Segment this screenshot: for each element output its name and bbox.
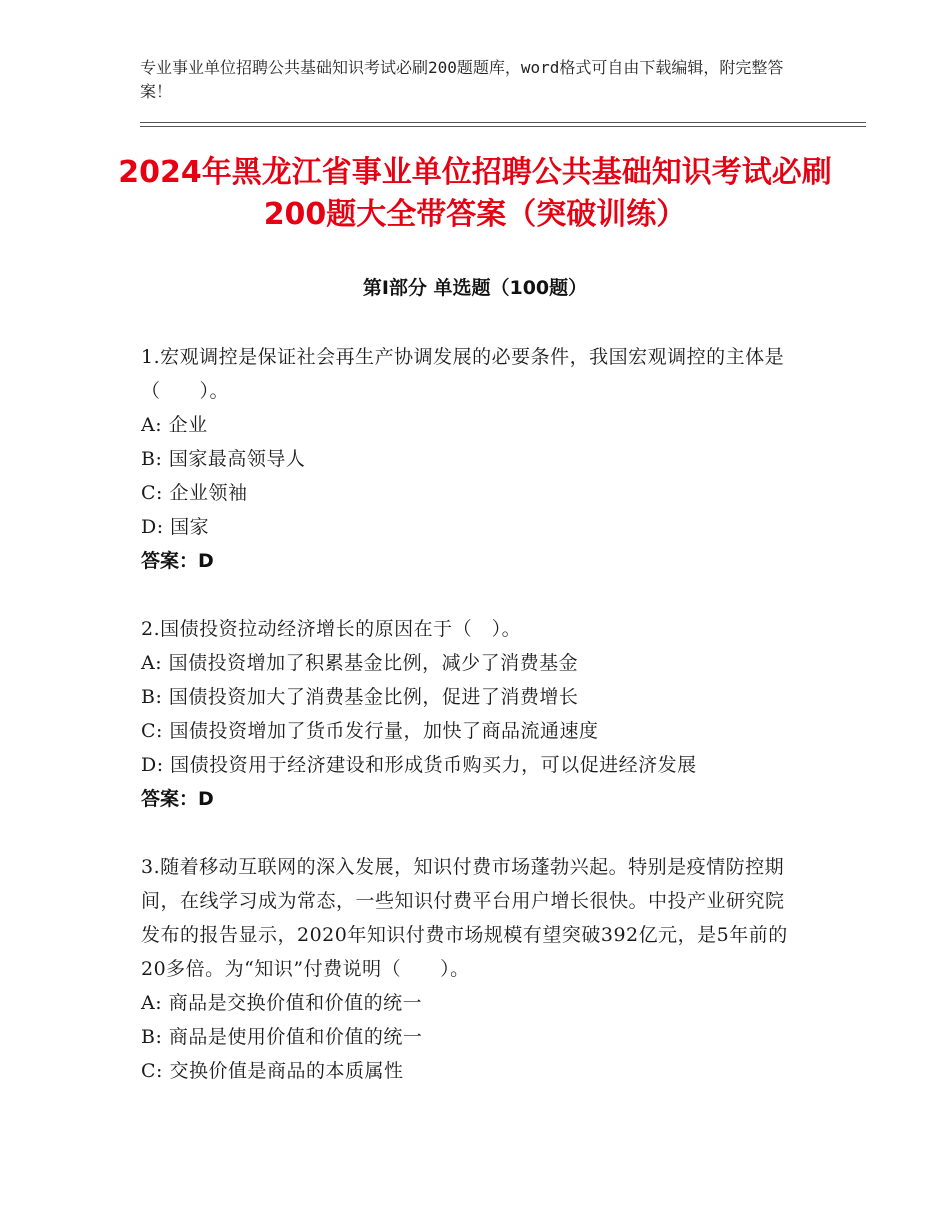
option-a: A: 企业 xyxy=(141,414,208,436)
question-stem: 1.宏观调控是保证社会再生产协调发展的必要条件，我国宏观调控的主体是（ ）。 xyxy=(141,346,785,402)
option-d: D: 国家 xyxy=(141,516,210,538)
option-b: B: 国家最高领导人 xyxy=(141,448,306,470)
option-a: A: 国债投资增加了积累基金比例，减少了消费基金 xyxy=(141,652,579,674)
option-c: C: 企业领袖 xyxy=(141,482,248,504)
document-title: 2024年黑龙江省事业单位招聘公共基础知识考试必刷200题大全带答案（突破训练） xyxy=(118,155,832,232)
header-note: 专业事业单位招聘公共基础知识考试必刷200题题库，word格式可自由下载编辑，附完整答案！ xyxy=(140,58,784,101)
question-stem: 3.随着移动互联网的深入发展，知识付费市场蓬勃兴起。特别是疫情防控期间，在线学习成为常态，一些知识付费平台用户增长很快。中投产业研究院发布的报告显示，2020年知识付费市场规模有望突破392亿元，是5年前的20多倍。为“知识”付费说明（ ）。 xyxy=(141,856,788,980)
question-list xyxy=(141,340,801,1122)
header-divider-top xyxy=(140,122,866,123)
header-divider-bottom xyxy=(140,126,866,127)
option-d: D: 国债投资用于经济建设和形成货币购买力，可以促进经济发展 xyxy=(141,754,697,776)
option-a: A: 商品是交换价值和价值的统一 xyxy=(141,992,423,1014)
answer: 答案：D xyxy=(141,550,214,572)
option-c: C: 交换价值是商品的本质属性 xyxy=(141,1060,404,1082)
question-stem: 2.国债投资拉动经济增长的原因在于（ ）。 xyxy=(141,618,522,640)
option-b: B: 商品是使用价值和价值的统一 xyxy=(141,1026,423,1048)
question-1 xyxy=(141,340,801,578)
answer: 答案：D xyxy=(141,788,214,810)
question-3 xyxy=(141,850,801,1088)
option-b: B: 国债投资加大了消费基金比例，促进了消费增长 xyxy=(141,686,579,708)
option-c: C: 国债投资增加了货币发行量，加快了商品流通速度 xyxy=(141,720,599,742)
section-title: 第Ⅰ部分 单选题（100题） xyxy=(362,277,588,299)
question-2 xyxy=(141,612,801,816)
